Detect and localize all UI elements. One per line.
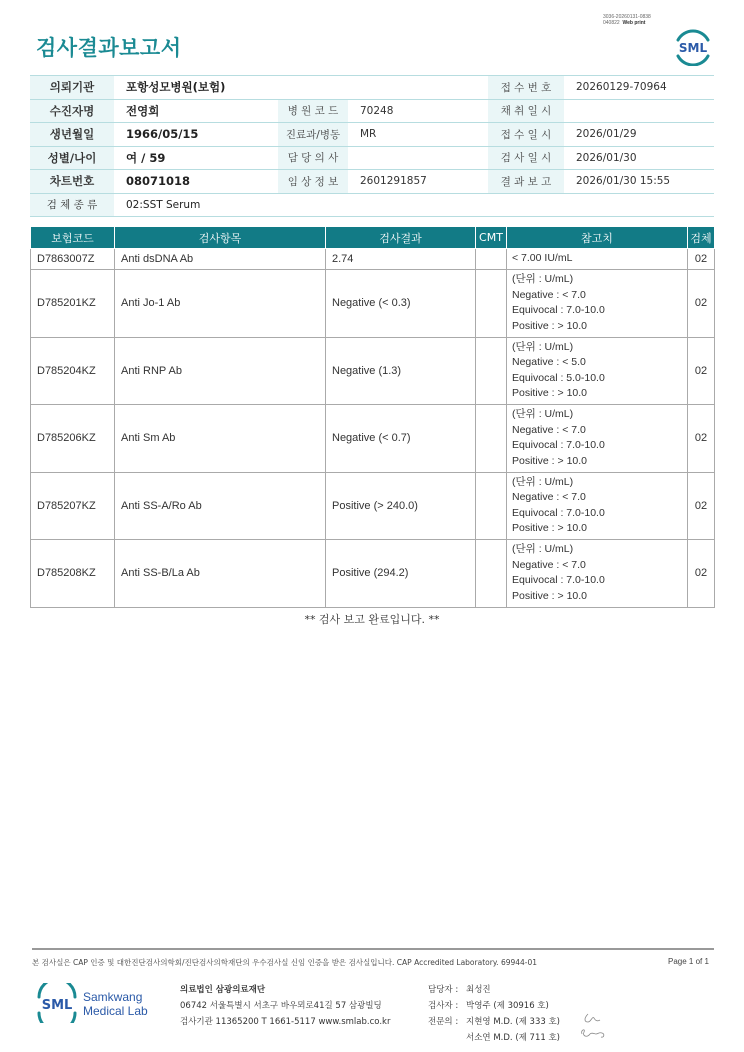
cell-item: Anti SS-B/La Ab xyxy=(115,540,326,608)
svg-text:Samkwang: Samkwang xyxy=(83,990,143,1004)
collect-date-label: 채 취 일 시 xyxy=(488,99,564,123)
cell-ref xyxy=(507,337,688,405)
hospital-code-label: 병 원 코 드 xyxy=(278,99,348,123)
ref-line: Negative : < 7.0 xyxy=(512,288,586,301)
staff-value: 지현영 M.D. (제 333 호) xyxy=(466,1017,561,1027)
col-header-cmt: CMT xyxy=(476,227,507,249)
samkwang-logo-icon xyxy=(36,983,156,1023)
dob-value: 1966/05/15 xyxy=(114,123,278,147)
sex-age-label: 성별/나이 xyxy=(30,146,114,170)
org-name: 의료법인 삼광의료재단 xyxy=(180,985,266,995)
staff-value: 서소연 M.D. (제 711 호) xyxy=(466,1033,561,1043)
sex-age-value: 여 / 59 xyxy=(114,146,278,170)
chart-no-label: 차트번호 xyxy=(30,170,114,194)
ref-line: (단위 : U/mL) xyxy=(512,273,574,286)
ref-line: Equivocal : 7.0-10.0 xyxy=(512,574,605,587)
ref-line: (단위 : U/mL) xyxy=(512,340,574,353)
patient-info-table xyxy=(30,75,714,217)
cell-item: Anti RNP Ab xyxy=(115,337,326,405)
cell-item: Anti Jo-1 Ab xyxy=(115,270,326,338)
name-label: 수진자명 xyxy=(30,99,114,123)
table-row xyxy=(31,405,715,473)
cell-cmt xyxy=(476,405,507,473)
receipt-date-label: 접 수 일 시 xyxy=(488,123,564,147)
ref-line: (단위 : U/mL) xyxy=(512,543,574,556)
staff-row xyxy=(428,982,560,998)
collect-date-value xyxy=(564,99,714,123)
cell-result: 2.74 xyxy=(326,249,476,270)
certification-text: 본 검사실은 CAP 인증 및 대한진단검사의학회/진단검사의학재단의 우수검사실 신임 인증을 받은 검사실입니다. CAP Accredited Laboratory. 69944-01 xyxy=(32,958,538,967)
sml-logo-icon xyxy=(672,26,714,66)
completion-note: ** 검사 보고 완료입니다. ** xyxy=(304,613,440,626)
name-value: 전영희 xyxy=(114,99,278,123)
receipt-no-value: 20260129-70964 xyxy=(564,76,714,100)
staff-label xyxy=(428,1030,466,1046)
col-header-ref: 참고치 xyxy=(507,227,688,249)
cell-code: D785207KZ xyxy=(31,472,115,540)
staff-label: 전문의 : xyxy=(428,1017,459,1027)
ref-line: Negative : < 7.0 xyxy=(512,491,586,504)
clinical-info-label: 임 상 정 보 xyxy=(278,170,348,194)
ref-line: (단위 : U/mL) xyxy=(512,408,574,421)
cell-cmt xyxy=(476,337,507,405)
ref-line: Positive : > 10.0 xyxy=(512,387,588,400)
doc-print-label: Web print xyxy=(622,20,646,26)
document-code xyxy=(603,14,651,26)
ref-line: Equivocal : 7.0-10.0 xyxy=(512,304,605,317)
organization-info xyxy=(180,982,390,1030)
cell-item: Anti dsDNA Ab xyxy=(115,249,326,270)
cell-code: D785206KZ xyxy=(31,405,115,473)
col-header-specimen: 검체 xyxy=(688,227,715,249)
doctor-value xyxy=(348,146,488,170)
cell-cmt xyxy=(476,249,507,270)
cell-result: Positive (294.2) xyxy=(326,540,476,608)
cell-ref xyxy=(507,249,688,270)
results-table xyxy=(30,226,715,608)
svg-text:Medical Lab: Medical Lab xyxy=(83,1004,148,1018)
cell-cmt xyxy=(476,270,507,338)
table-row xyxy=(31,472,715,540)
ref-line: Equivocal : 7.0-10.0 xyxy=(512,506,605,519)
ref-line: Negative : < 7.0 xyxy=(512,423,586,436)
cell-code: D7863007Z xyxy=(31,249,115,270)
ref-line: < 7.00 IU/mL xyxy=(512,252,573,265)
cell-ref xyxy=(507,472,688,540)
staff-label: 담당자 : xyxy=(428,985,459,995)
specimen-value: 02:SST Serum xyxy=(114,193,714,217)
ref-line: Positive : > 10.0 xyxy=(512,522,588,535)
report-date-value: 2026/01/30 15:55 xyxy=(564,170,714,194)
ref-line: Positive : > 10.0 xyxy=(512,589,588,602)
specimen-label: 검 체 종 류 xyxy=(30,193,114,217)
table-row xyxy=(31,270,715,338)
staff-value: 최성진 xyxy=(466,985,491,995)
doc-code-line2: 040822 xyxy=(603,20,620,26)
dob-label: 생년월일 xyxy=(30,123,114,147)
receipt-date-value: 2026/01/29 xyxy=(564,123,714,147)
org-address: 06742 서울특별시 서초구 바우뫼로41길 57 삼광빌딩 xyxy=(180,1001,382,1011)
staff-info xyxy=(428,982,560,1046)
ref-line: (단위 : U/mL) xyxy=(512,475,574,488)
col-header-item: 검사항목 xyxy=(115,227,326,249)
staff-row xyxy=(428,998,560,1014)
table-row xyxy=(31,540,715,608)
cell-specimen: 02 xyxy=(688,270,715,338)
page-number: Page 1 of 1 xyxy=(668,957,709,966)
staff-row xyxy=(428,1030,560,1046)
cell-specimen: 02 xyxy=(688,249,715,270)
page-title: 검사결과보고서 xyxy=(36,36,182,60)
dept-label: 진료과/병동 xyxy=(278,123,348,147)
org-contact: 검사기관 11365200 T 1661-5117 www.smlab.co.kr xyxy=(180,1017,391,1027)
chart-no-value: 08071018 xyxy=(114,170,278,194)
cell-ref xyxy=(507,540,688,608)
test-date-value: 2026/01/30 xyxy=(564,146,714,170)
ref-line: Equivocal : 7.0-10.0 xyxy=(512,439,605,452)
doctor-label: 담 당 의 사 xyxy=(278,146,348,170)
cell-specimen: 02 xyxy=(688,405,715,473)
hospital-code-value: 70248 xyxy=(348,99,488,123)
table-row xyxy=(31,249,715,270)
cell-specimen: 02 xyxy=(688,337,715,405)
report-date-label: 결 과 보 고 xyxy=(488,170,564,194)
svg-text:SML: SML xyxy=(41,998,73,1013)
staff-row xyxy=(428,1014,560,1030)
signature-icon xyxy=(578,1010,612,1042)
staff-value: 박영주 (제 30916 호) xyxy=(466,1001,549,1011)
table-row xyxy=(31,337,715,405)
cell-cmt xyxy=(476,472,507,540)
cell-result: Negative (< 0.7) xyxy=(326,405,476,473)
cell-result: Negative (1.3) xyxy=(326,337,476,405)
receipt-no-label: 접 수 번 호 xyxy=(488,76,564,100)
footer-divider xyxy=(32,948,714,950)
cell-ref xyxy=(507,405,688,473)
cell-result: Negative (< 0.3) xyxy=(326,270,476,338)
cell-code: D785204KZ xyxy=(31,337,115,405)
ref-line: Negative : < 7.0 xyxy=(512,558,586,571)
cell-item: Anti Sm Ab xyxy=(115,405,326,473)
test-date-label: 검 사 일 시 xyxy=(488,146,564,170)
cell-specimen: 02 xyxy=(688,540,715,608)
ref-line: Negative : < 5.0 xyxy=(512,356,586,369)
cell-cmt xyxy=(476,540,507,608)
svg-text:SML: SML xyxy=(678,41,708,55)
col-header-code: 보험코드 xyxy=(31,227,115,249)
doc-code-line1: 3036-20260131-0838 xyxy=(603,14,651,20)
staff-label: 검사자 : xyxy=(428,1001,459,1011)
cell-result: Positive (> 240.0) xyxy=(326,472,476,540)
cell-ref xyxy=(507,270,688,338)
dept-value: MR xyxy=(348,123,488,147)
ref-line: Equivocal : 5.0-10.0 xyxy=(512,371,605,384)
col-header-result: 검사결과 xyxy=(326,227,476,249)
clinical-info-value: 2601291857 xyxy=(348,170,488,194)
ref-line: Positive : > 10.0 xyxy=(512,319,588,332)
ref-line: Positive : > 10.0 xyxy=(512,454,588,467)
requester-value: 포항성모병원(보험) xyxy=(114,76,488,100)
cell-code: D785201KZ xyxy=(31,270,115,338)
cell-code: D785208KZ xyxy=(31,540,115,608)
cell-item: Anti SS-A/Ro Ab xyxy=(115,472,326,540)
requester-label: 의뢰기관 xyxy=(30,76,114,100)
cell-specimen: 02 xyxy=(688,472,715,540)
